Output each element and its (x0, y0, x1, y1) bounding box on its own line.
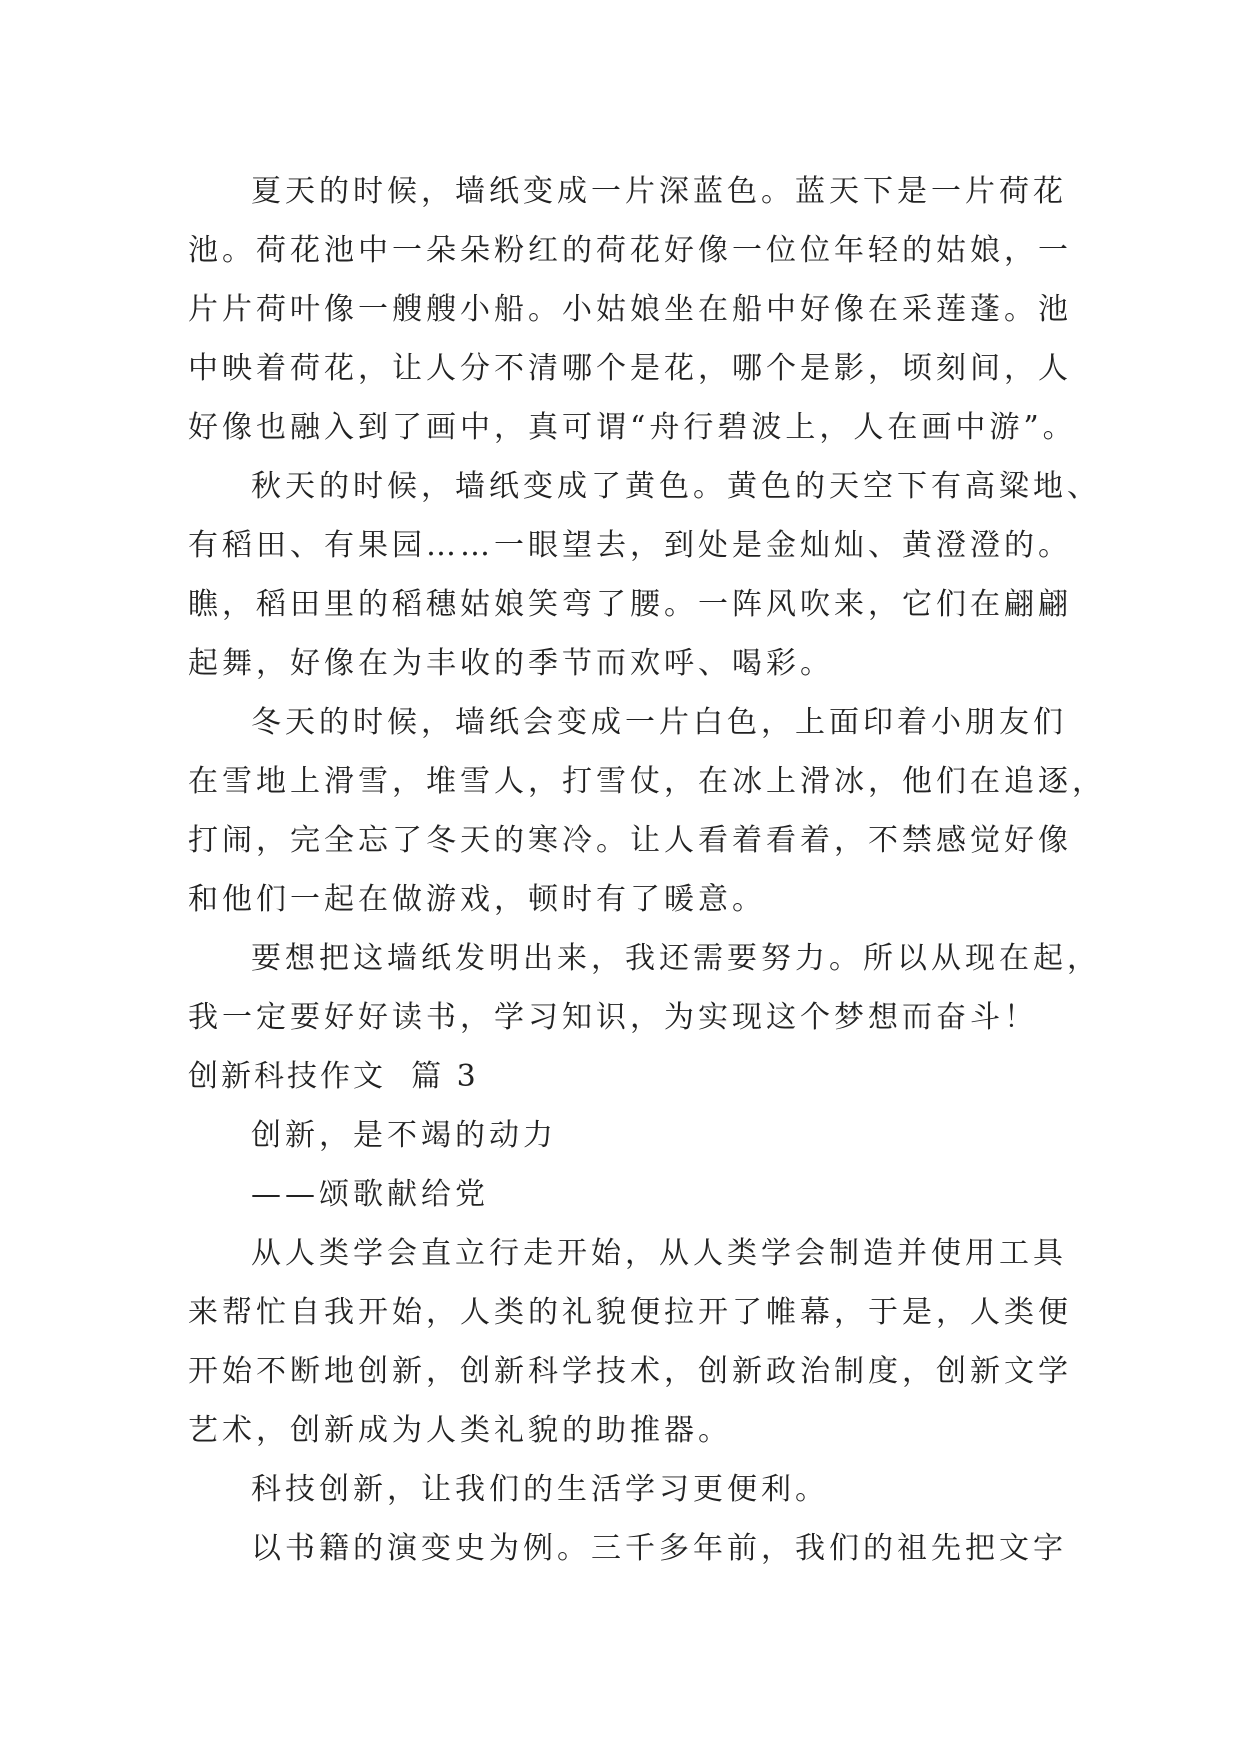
text-line: 艺术，创新成为人类礼貌的助推器。 (188, 1413, 732, 1448)
paragraph-books: 以书籍的演变史为例。三千多年前，我们的祖先把文字 (251, 1531, 1067, 1566)
text-line: 打闹，完全忘了冬天的寒冷。让人看着看着，不禁感觉好像 (188, 823, 1072, 858)
text-line: 有稻田、有果园……一眼望去，到处是金灿灿、黄澄澄的。 (188, 528, 1072, 563)
text-line: 冬天的时候，墙纸会变成一片白色，上面印着小朋友们 (251, 705, 1067, 740)
text-line: 要想把这墙纸发明出来，我还需要努力。所以从现在起， (251, 941, 1101, 976)
text-line: 片片荷叶像一艘艘小船。小姑娘坐在船中好像在采莲蓬。池 (188, 292, 1072, 327)
paragraph-autumn (188, 457, 1101, 693)
text-line: 中映着荷花，让人分不清哪个是花，哪个是影，顷刻间，人 (188, 351, 1072, 386)
paragraph-winter (188, 693, 1106, 929)
text-line: 从人类学会直立行走开始，从人类学会制造并使用工具 (251, 1236, 1067, 1271)
text-line: 好像也融入到了画中，真可谓“舟行碧波上，人在画中游”。 (188, 410, 1077, 445)
paragraph-conclusion (188, 929, 1101, 1047)
essay-title: 创新，是不竭的动力 (251, 1118, 557, 1153)
paragraph-innovation (188, 1224, 1072, 1460)
text-line: 来帮忙自我开始，人类的礼貌便拉开了帷幕，于是，人类便 (188, 1295, 1072, 1330)
section-heading: 创新科技作文 篇 3 (188, 1059, 479, 1094)
document-page (188, 162, 1106, 1578)
text-line: 夏天的时候，墙纸变成一片深蓝色。蓝天下是一片荷花 (251, 174, 1067, 209)
text-line: 和他们一起在做游戏，顿时有了暖意。 (188, 882, 766, 917)
text-line: 开始不断地创新，创新科学技术，创新政治制度，创新文学 (188, 1354, 1072, 1389)
text-line: 起舞，好像在为丰收的季节而欢呼、喝彩。 (188, 646, 834, 681)
text-line: 秋天的时候，墙纸变成了黄色。黄色的天空下有高粱地、 (251, 469, 1101, 504)
text-line: 瞧，稻田里的稻穗姑娘笑弯了腰。一阵风吹来，它们在翩翩 (188, 587, 1072, 622)
paragraph-tech: 科技创新，让我们的生活学习更便利。 (251, 1472, 829, 1507)
text-line: 池。荷花池中一朵朵粉红的荷花好像一位位年轻的姑娘，一 (188, 233, 1072, 268)
text-line: 在雪地上滑雪，堆雪人，打雪仗，在冰上滑冰，他们在追逐， (188, 764, 1106, 799)
text-line: 我一定要好好读书，学习知识，为实现这个梦想而奋斗！ (188, 1000, 1038, 1035)
paragraph-summer (188, 162, 1077, 457)
essay-subtitle: ——颂歌献给党 (251, 1177, 489, 1212)
